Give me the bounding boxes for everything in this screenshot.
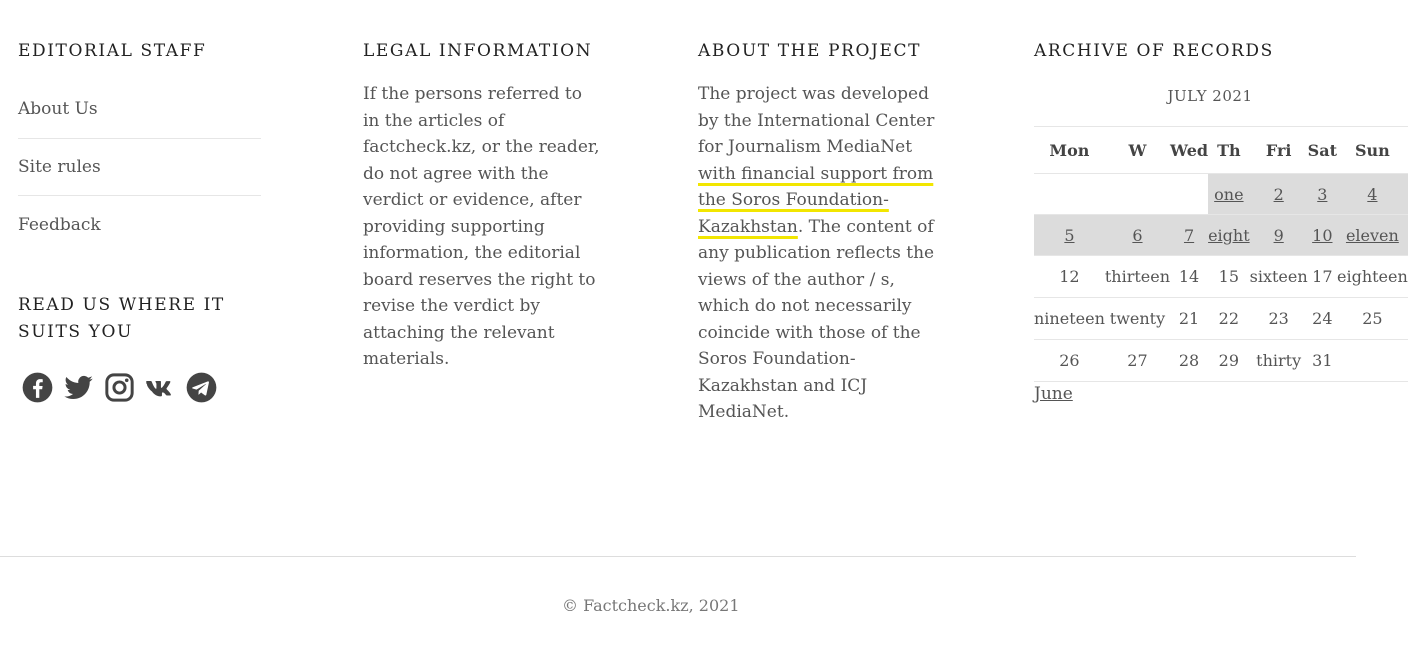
calendar-week <box>1034 298 1408 340</box>
instagram-icon[interactable] <box>103 372 135 404</box>
calendar-day: thirty <box>1250 340 1308 382</box>
calendar-day-link[interactable]: eleven <box>1345 225 1399 245</box>
calendar-day-empty <box>1105 174 1170 215</box>
weekday-header: Mon <box>1034 127 1105 174</box>
calendar-day <box>1250 174 1308 215</box>
calendar-day: 15 <box>1208 256 1250 298</box>
calendar-day-link[interactable]: 2 <box>1273 184 1284 204</box>
footer-divider <box>0 556 1356 557</box>
social-links <box>21 372 261 404</box>
weekday-header: Wed <box>1170 127 1208 174</box>
calendar-day-link[interactable]: eight <box>1208 225 1250 245</box>
calendar-week <box>1034 215 1408 256</box>
site-rules-link[interactable]: Site rules <box>18 156 101 177</box>
calendar-day <box>1034 215 1105 256</box>
calendar-day: 23 <box>1250 298 1308 340</box>
calendar-day <box>1308 174 1337 215</box>
calendar-day-link[interactable]: 10 <box>1312 225 1333 245</box>
calendar-day-link[interactable]: 6 <box>1132 225 1143 245</box>
calendar-day: 14 <box>1170 256 1208 298</box>
about-text-start: The project was developed by the International Center for Journalism MediaNet <box>698 84 935 157</box>
calendar-caption: JULY 2021 <box>1167 87 1253 105</box>
calendar-day-link[interactable]: 5 <box>1064 225 1075 245</box>
about-heading: ABOUT THE PROJECT <box>698 41 922 61</box>
calendar-day: 29 <box>1208 340 1250 382</box>
feedback-link[interactable]: Feedback <box>18 214 101 235</box>
menu-item-about <box>18 81 261 139</box>
previous-month-link[interactable]: June <box>1034 384 1073 404</box>
calendar-day-empty <box>1170 174 1208 215</box>
calendar-day: 24 <box>1308 298 1337 340</box>
about-us-link[interactable]: About Us <box>18 99 98 120</box>
calendar-day <box>1337 215 1408 256</box>
copyright-text: © Factcheck.kz, 2021 <box>562 596 740 615</box>
telegram-icon[interactable] <box>185 372 217 404</box>
calendar-day: twenty <box>1105 298 1170 340</box>
calendar-day-empty <box>1034 174 1105 215</box>
calendar-day <box>1208 215 1250 256</box>
weekday-header: W <box>1105 127 1170 174</box>
calendar-day: 21 <box>1170 298 1208 340</box>
editorial-menu <box>18 81 261 254</box>
calendar-day: thirteen <box>1105 256 1170 298</box>
menu-item-rules <box>18 139 261 197</box>
calendar-day-empty <box>1337 340 1408 382</box>
calendar-navigation <box>1034 384 1386 404</box>
calendar-day-link[interactable]: 9 <box>1273 225 1284 245</box>
legal-heading: LEGAL INFORMATION <box>363 41 593 61</box>
calendar-day: 17 <box>1308 256 1337 298</box>
calendar-day-link[interactable]: 4 <box>1367 184 1378 204</box>
about-text-end: . The content of any publication reflects the views of the author / s, which do not necessarily coincide with those of the Soros Foundation-Kazakhstan and ICJ MediaNet. <box>698 216 935 422</box>
calendar-day <box>1105 215 1170 256</box>
menu-item-feedback <box>18 196 261 254</box>
calendar-day <box>1250 215 1308 256</box>
calendar-day: sixteen <box>1250 256 1308 298</box>
editorial-heading: EDITORIAL STAFF <box>18 41 207 61</box>
archive-column <box>1034 38 1408 404</box>
facebook-icon[interactable] <box>21 372 53 404</box>
soros-foundation-link[interactable]: with financial support from the Soros Foundation-Kazakhstan <box>698 163 934 237</box>
calendar-day <box>1337 174 1408 215</box>
calendar-day-link[interactable]: 3 <box>1317 184 1328 204</box>
vk-icon[interactable] <box>144 372 176 404</box>
editorial-column <box>18 38 261 404</box>
legal-column <box>363 38 603 373</box>
calendar-day: 25 <box>1337 298 1408 340</box>
calendar-day <box>1308 215 1337 256</box>
calendar-day: 31 <box>1308 340 1337 382</box>
weekday-header: Sat <box>1308 127 1337 174</box>
calendar-weekdays <box>1034 127 1408 174</box>
calendar-day <box>1208 174 1250 215</box>
weekday-header: Fri <box>1250 127 1308 174</box>
weekday-header: Th <box>1208 127 1250 174</box>
legal-text: If the persons referred to in the articles of factcheck.kz, or the reader, do not agree with the verdict or evidence, after providing supporting information, the editorial board reserves the right to revise the verdict by attaching the relevant materials. <box>363 84 600 369</box>
calendar-day: 27 <box>1105 340 1170 382</box>
calendar-day: 12 <box>1034 256 1105 298</box>
weekday-header: Sun <box>1337 127 1408 174</box>
archive-calendar <box>1034 126 1408 382</box>
calendar-week <box>1034 174 1408 215</box>
archive-heading: ARCHIVE OF RECORDS <box>1034 41 1274 61</box>
about-text <box>698 81 938 426</box>
calendar-day: 28 <box>1170 340 1208 382</box>
calendar-day: eighteen <box>1337 256 1408 298</box>
calendar-week <box>1034 340 1408 382</box>
calendar-day: nineteen <box>1034 298 1105 340</box>
calendar-day-link[interactable]: 7 <box>1183 225 1195 245</box>
calendar-day: 22 <box>1208 298 1250 340</box>
twitter-icon[interactable] <box>62 372 94 404</box>
calendar-day: 26 <box>1034 340 1105 382</box>
about-column <box>698 38 938 426</box>
read-us-heading: READ US WHERE IT SUITS YOU <box>18 294 225 342</box>
calendar-week <box>1034 256 1408 298</box>
calendar-day-link[interactable]: one <box>1214 184 1244 204</box>
calendar-day <box>1170 215 1208 256</box>
